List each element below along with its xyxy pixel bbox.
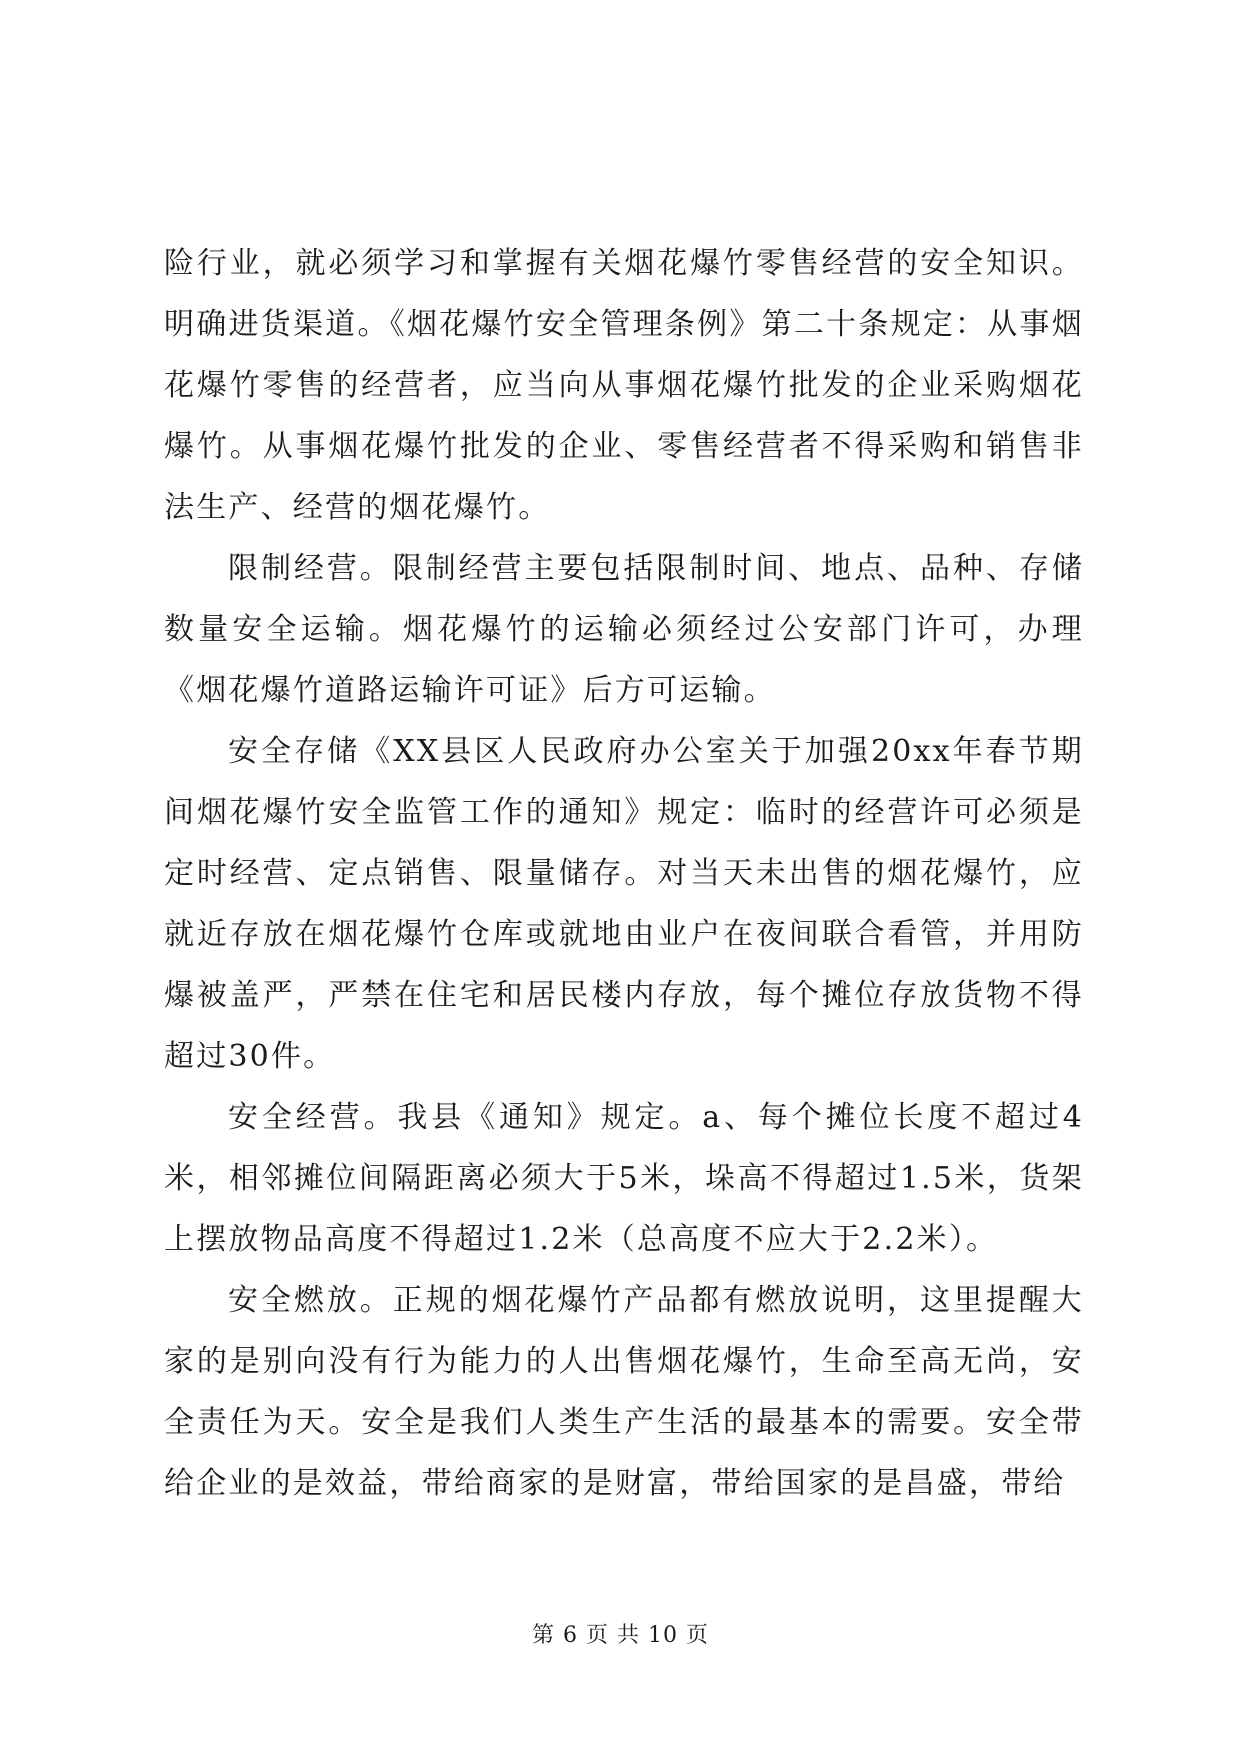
page-footer: 第 6 页 共 10 页 <box>532 1623 709 1648</box>
paragraph-2: 限制经营。限制经营主要包括限制时间、地点、品种、存储数量安全运输。烟花爆竹的运输必须经过公安部门许可，办理《烟花爆竹道路运输许可证》后方可运输。 <box>164 551 1084 708</box>
paragraph-1: 险行业，就必须学习和掌握有关烟花爆竹零售经营的安全知识。明确进货渠道。《烟花爆竹安全管理条例》第二十条规定：从事烟花爆竹零售的经营者，应当向从事烟花爆竹批发的企业采购烟花爆竹。从事烟花爆竹批发的企业、零售经营者不得采购和销售非法生产、经营的烟花爆竹。 <box>164 246 1084 525</box>
paragraph-5: 安全燃放。正规的烟花爆竹产品都有燃放说明，这里提醒大家的是别向没有行为能力的人出售烟花爆竹，生命至高无尚，安全责任为天。安全是我们人类生产生活的最基本的需要。安全带给企业的是效益，带给商家的是财富，带给国家的是昌盛，带给 <box>164 1283 1084 1501</box>
document-body <box>164 233 1084 1514</box>
paragraph-4: 安全经营。我县《通知》规定。a、每个摊位长度不超过4米，相邻摊位间隔距离必须大于5米，垛高不得超过1.5米，货架上摆放物品高度不得超过1.2米（总高度不应大于2.2米）。 <box>164 1100 1084 1257</box>
paragraph-3: 安全存储《XX县区人民政府办公室关于加强20xx年春节期间烟花爆竹安全监管工作的通知》规定：临时的经营许可必须是定时经营、定点销售、限量储存。对当天未出售的烟花爆竹，应就近存放在烟花爆竹仓库或就地由业户在夜间联合看管，并用防爆被盖严，严禁在住宅和居民楼内存放，每个摊位存放货物不得超过30件。 <box>164 734 1084 1074</box>
